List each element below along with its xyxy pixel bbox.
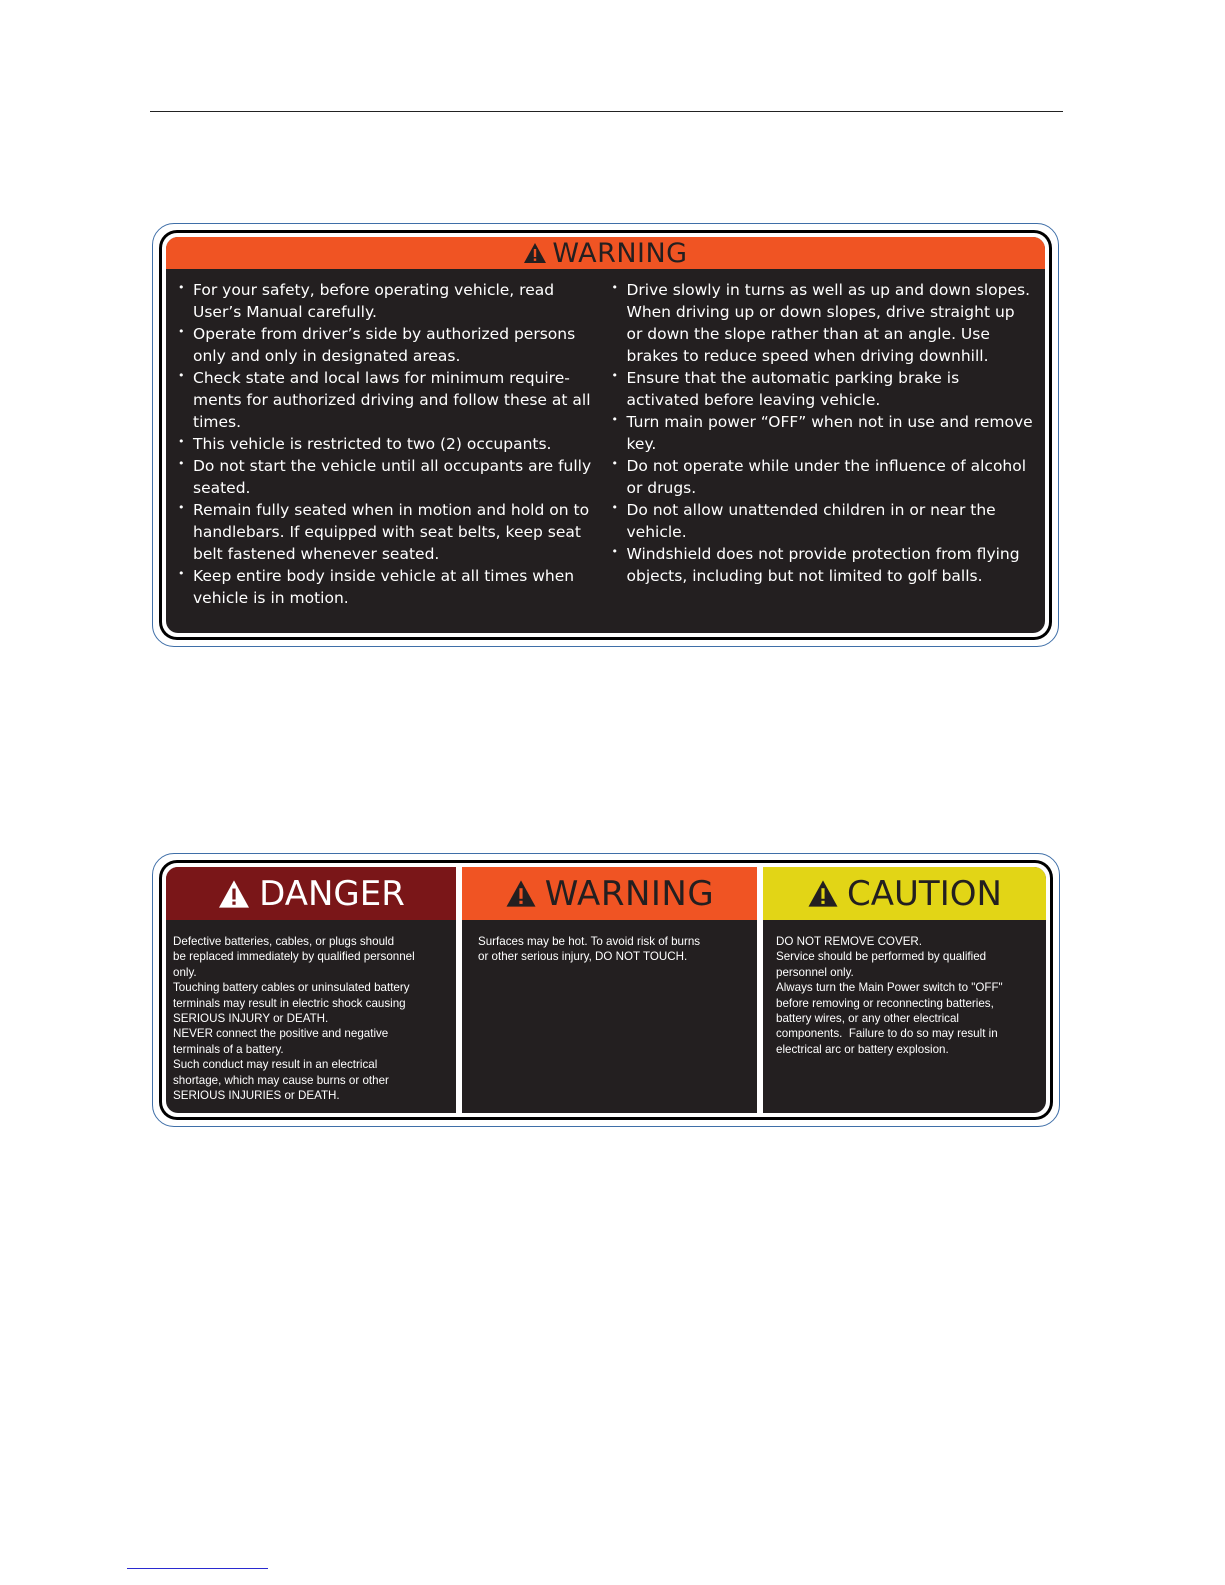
bullet-icon: • bbox=[611, 501, 618, 514]
bullet-icon: • bbox=[611, 545, 618, 558]
warning-list-item bbox=[178, 279, 602, 323]
warning-item-text: This vehicle is restricted to two (2) occupants. bbox=[193, 435, 552, 453]
warning-item-text: Drive slowly in turns as well as up and down slopes. When driving up or down slopes, drive straight up or down the slope rather than at an angle. Use brakes to reduce speed when driving downhill. bbox=[626, 281, 1031, 365]
panel-text-line: Surfaces may be hot. To avoid risk of burns bbox=[478, 935, 701, 948]
warning-list-item bbox=[612, 367, 1036, 411]
warning-item-text: For your safety, before operating vehicle, read User’s Manual carefully. bbox=[193, 281, 555, 321]
warning-header bbox=[166, 237, 1045, 269]
label-border bbox=[159, 860, 1053, 1120]
danger-text bbox=[166, 920, 456, 1103]
warning-text bbox=[462, 920, 757, 965]
warning-list-item bbox=[178, 455, 602, 499]
warning-item-text: Keep entire body inside vehicle at all times when vehicle is in motion. bbox=[193, 567, 575, 607]
caution-header bbox=[763, 867, 1046, 920]
warning-item-text: Turn main power “OFF” when not in use and remove key. bbox=[626, 413, 1033, 453]
panel-text-line: shortage, which may cause burns or other bbox=[173, 1073, 389, 1087]
bullet-icon: • bbox=[178, 501, 185, 514]
warning-item-text: Windshield does not provide protection from flying objects, including but not limited to golf balls. bbox=[626, 545, 1020, 585]
panel-text-line: SERIOUS INJURIES or DEATH. bbox=[173, 1089, 340, 1103]
caution-panel bbox=[763, 867, 1046, 1113]
battery-label bbox=[152, 853, 1060, 1127]
warning-list-item bbox=[612, 411, 1036, 455]
danger-header bbox=[166, 867, 456, 920]
warning-triangle-icon bbox=[807, 879, 839, 908]
panel-text-line: Such conduct may result in an electrical bbox=[173, 1058, 378, 1072]
warning-list-item bbox=[612, 543, 1036, 587]
footer-link-rule bbox=[127, 1568, 268, 1569]
warning-triangle-icon bbox=[505, 879, 537, 908]
panel-text-line: terminals of a battery. bbox=[173, 1042, 284, 1056]
warning-left-column bbox=[166, 279, 608, 609]
warning-item-text: Do not operate while under the influence of alcohol or drugs. bbox=[626, 457, 1027, 497]
warning-list-item bbox=[612, 499, 1036, 543]
panel-text-line: components. Failure to do so may result in bbox=[776, 1027, 998, 1041]
warning-list-item bbox=[178, 499, 602, 565]
warning-label bbox=[152, 223, 1059, 647]
warning-header bbox=[462, 867, 757, 920]
panel-text-line: before removing or reconnecting batteries, bbox=[776, 996, 994, 1010]
panel-text-line: DO NOT REMOVE COVER. bbox=[776, 935, 923, 948]
panel-text-line: personnel only. bbox=[776, 965, 854, 979]
panel-text-line: Defective batteries, cables, or plugs should bbox=[173, 935, 395, 948]
bullet-icon: • bbox=[611, 281, 618, 294]
panel-text-line: Always turn the Main Power switch to "OFF" bbox=[776, 981, 1003, 995]
panel-text-line: Touching battery cables or uninsulated battery bbox=[173, 981, 410, 995]
warning-item-text: Check state and local laws for minimum require-ments for authorized driving and follow these at all times. bbox=[193, 369, 591, 431]
warning-list-item bbox=[178, 367, 602, 433]
panel-text-line: electrical arc or battery explosion. bbox=[776, 1042, 949, 1056]
header-rule bbox=[150, 111, 1063, 112]
bullet-icon: • bbox=[178, 281, 185, 294]
label-border bbox=[159, 230, 1052, 640]
warning-item-text: Ensure that the automatic parking brake is activated before leaving vehicle. bbox=[626, 369, 960, 409]
warning-list-item bbox=[178, 323, 602, 367]
danger-title: DANGER bbox=[259, 873, 405, 914]
warning-list-item bbox=[178, 565, 602, 609]
bullet-icon: • bbox=[611, 457, 618, 470]
warning-triangle-icon bbox=[217, 879, 251, 909]
bullet-icon: • bbox=[178, 457, 185, 470]
panel-text-line: battery wires, or any other electrical bbox=[776, 1012, 959, 1026]
warning-list-item bbox=[612, 455, 1036, 499]
bullet-icon: • bbox=[178, 435, 185, 448]
bullet-icon: • bbox=[611, 369, 618, 382]
warning-item-text: Do not start the vehicle until all occupants are fully seated. bbox=[193, 457, 592, 497]
panel-text-line: NEVER connect the positive and negative bbox=[173, 1027, 389, 1041]
warning-right-column bbox=[608, 279, 1046, 609]
warning-item-text: Do not allow unattended children in or near the vehicle. bbox=[626, 501, 996, 541]
bullet-icon: • bbox=[611, 413, 618, 426]
warning-list-item bbox=[612, 279, 1036, 367]
panel-text-line: only. bbox=[173, 965, 197, 979]
panel-text-line: or other serious injury, DO NOT TOUCH. bbox=[478, 950, 688, 964]
panel-text-line: be replaced immediately by qualified personnel bbox=[173, 950, 415, 964]
warning-list-item bbox=[178, 433, 602, 455]
caution-text bbox=[763, 920, 1046, 1057]
warning-title: WARNING bbox=[544, 873, 715, 914]
danger-panel bbox=[166, 867, 456, 1113]
caution-title: CAUTION bbox=[847, 873, 1002, 914]
panel-text-line: terminals may result in electric shock causing bbox=[173, 996, 406, 1010]
panel-text-line: SERIOUS INJURY or DEATH. bbox=[173, 1012, 329, 1026]
warning-triangle-icon bbox=[523, 242, 547, 264]
warning-item-text: Remain fully seated when in motion and hold on to handlebars. If equipped with seat belts, keep seat belt fastened whenever seated. bbox=[193, 501, 590, 563]
bullet-icon: • bbox=[178, 369, 185, 382]
warning-item-text: Operate from driver’s side by authorized persons only and only in designated areas. bbox=[193, 325, 576, 365]
bullet-icon: • bbox=[178, 325, 185, 338]
warning-panel bbox=[462, 867, 757, 1113]
panel-text-line: Service should be performed by qualified bbox=[776, 950, 987, 964]
warning-title: WARNING bbox=[552, 237, 688, 269]
bullet-icon: • bbox=[178, 567, 185, 580]
